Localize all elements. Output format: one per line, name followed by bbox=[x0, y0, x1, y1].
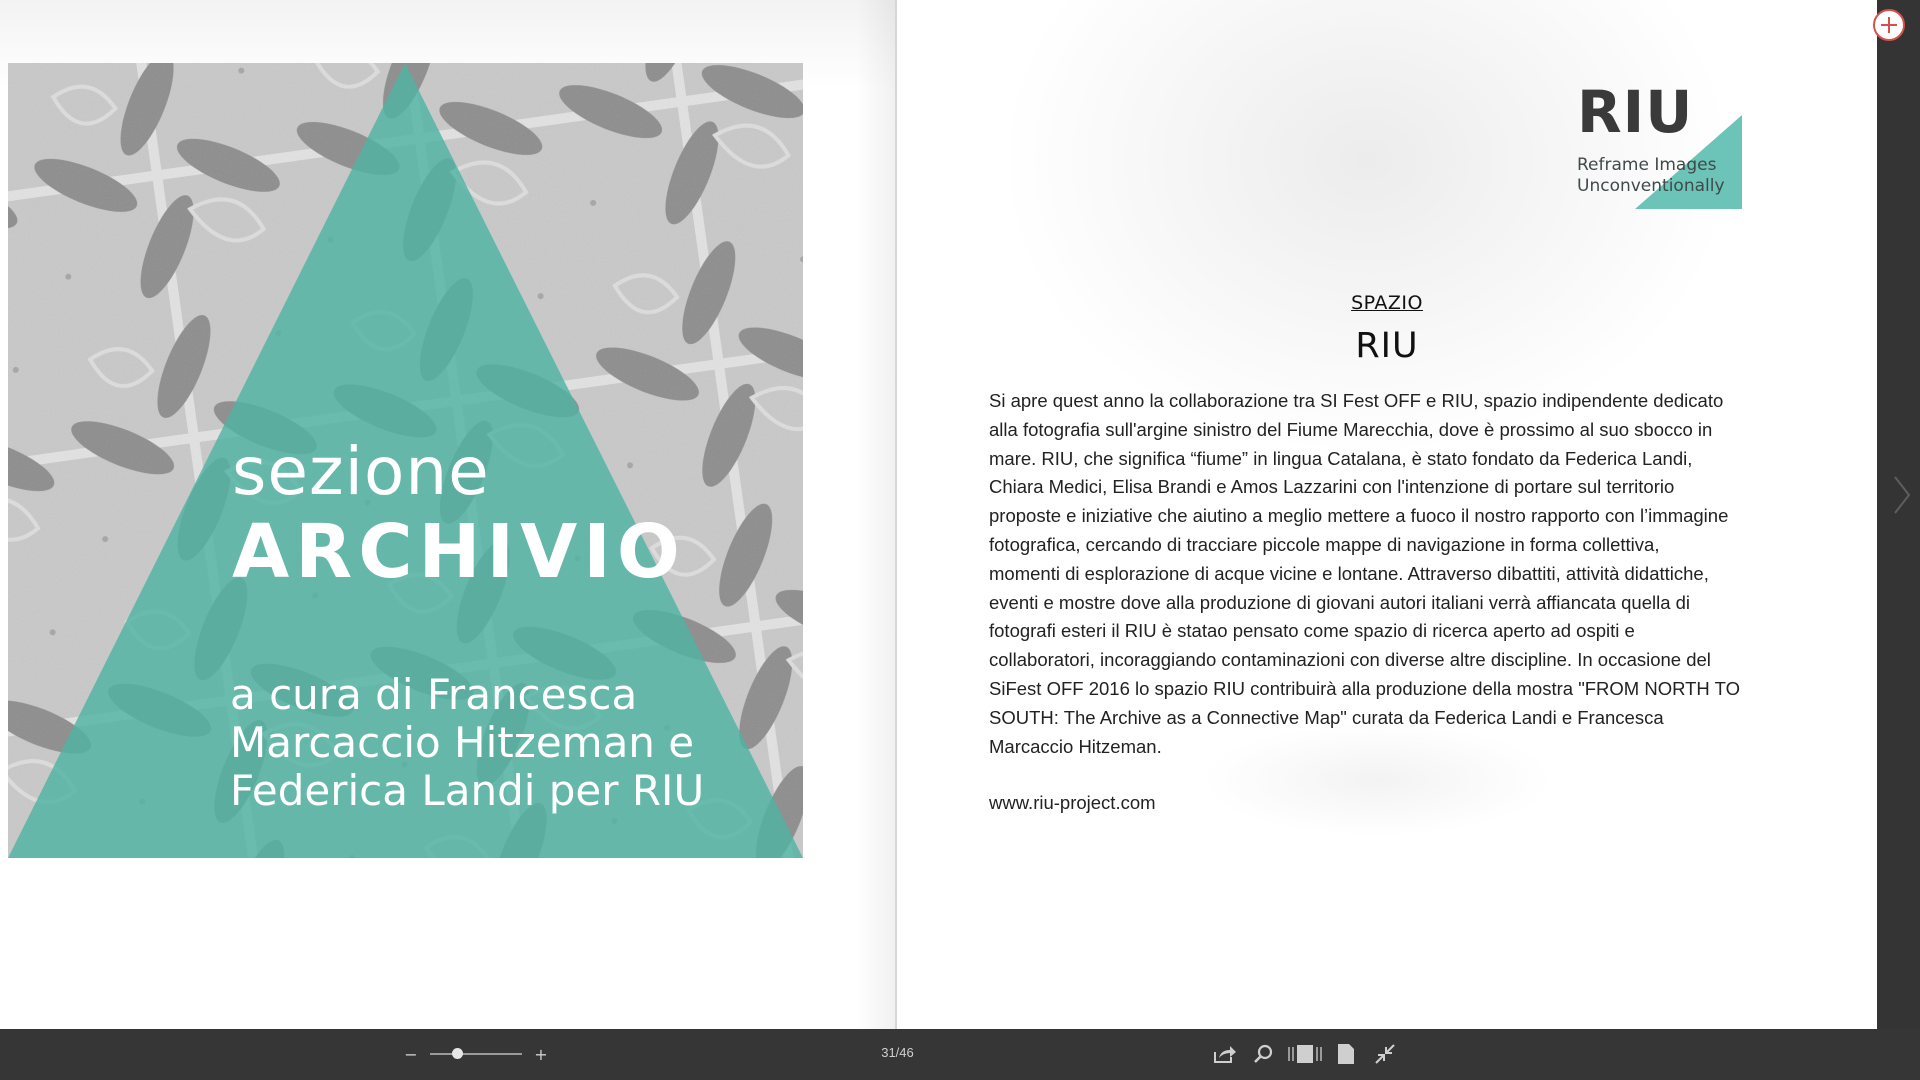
zoom-slider[interactable] bbox=[430, 1053, 522, 1055]
archive-cover-image bbox=[8, 63, 803, 858]
website-link[interactable]: www.riu-project.com bbox=[989, 792, 1156, 813]
thumbnails-button[interactable] bbox=[1288, 1041, 1322, 1067]
page-heading: RIU bbox=[1355, 326, 1419, 366]
next-page-button[interactable] bbox=[1884, 440, 1920, 550]
section-word: sezione bbox=[232, 433, 490, 510]
right-page bbox=[897, 0, 1877, 1029]
body-line: fotografica, cercando di tracciare piccole mappe di navigazione in forma collettiva, bbox=[989, 533, 1660, 555]
body-line: momenti di esplorazione di acque vicine e lontane. Attraverso dibattiti, attività didattiche, bbox=[989, 562, 1709, 584]
bottom-toolbar bbox=[0, 1029, 1920, 1080]
search-icon bbox=[1253, 1044, 1273, 1064]
body-line: eventi e mostre dove alla produzione di giovani autori italiani verrà affiancata quella di bbox=[989, 591, 1691, 613]
section-title: ARCHIVIO bbox=[232, 509, 686, 595]
single-page-icon bbox=[1338, 1044, 1354, 1064]
body-line: mare. RIU, che significa “fiume” in lingua Catalana, è stato fondato da Federica Landi, bbox=[989, 447, 1693, 469]
body-line: Si apre quest anno la collaborazione tra SI Fest OFF e RIU, spazio indipendente dedicato bbox=[989, 390, 1724, 411]
exit-fullscreen-button[interactable] bbox=[1372, 1041, 1398, 1067]
logo-tagline-line: Reframe Images bbox=[1577, 155, 1717, 175]
zoom-out-button[interactable]: − bbox=[404, 1044, 418, 1064]
body-line: proposte e iniziative che aiutino a meglio mettere a fuoco il nostro rapporto con l’immagine bbox=[989, 505, 1729, 527]
body-line: SiFest OFF 2016 lo spazio RIU contribuirà alla produzione della mostra "FROM NORTH TO bbox=[989, 677, 1740, 699]
curator-line: Federica Landi per RIU bbox=[230, 766, 705, 815]
body-line: fotografi esteri il RIU è statao pensato come spazio di ricerca aperto ad ospiti e bbox=[989, 620, 1635, 642]
plus-circle-icon bbox=[1872, 8, 1906, 42]
left-page bbox=[0, 0, 896, 1029]
page-indicator: 31/46 bbox=[881, 1045, 914, 1060]
chevron-right-icon bbox=[1891, 473, 1913, 517]
exit-fullscreen-icon bbox=[1375, 1044, 1395, 1064]
body-line: alla fotografia sull'argine sinistro del Fiume Marecchia, dove è prossimo al suo sbocco in bbox=[989, 418, 1713, 440]
add-bookmark-button[interactable] bbox=[1872, 8, 1906, 42]
section-kicker: SPAZIO bbox=[1351, 292, 1423, 314]
logo-wordmark: RIU bbox=[1577, 78, 1694, 146]
zoom-in-button[interactable]: + bbox=[534, 1044, 548, 1064]
curator-line: Marcaccio Hitzeman e bbox=[230, 718, 695, 767]
thumbnails-icon bbox=[1288, 1045, 1322, 1063]
curators-credit bbox=[230, 671, 790, 815]
body-line: collaboratori, incoraggiando contaminazioni con diverse altre discipline. In occasione del bbox=[989, 649, 1711, 671]
share-icon bbox=[1213, 1044, 1237, 1064]
body-paragraph bbox=[989, 387, 1789, 761]
body-line: Chiara Medici, Elisa Brandi e Amos Lazzarini con l'intenzione di portare sul territorio bbox=[989, 476, 1675, 498]
logo-tagline bbox=[1577, 155, 1725, 197]
single-page-button[interactable] bbox=[1334, 1041, 1358, 1067]
riu-logo bbox=[1577, 78, 1762, 210]
body-line: SOUTH: The Archive as a Connective Map" curata da Federica Landi e Francesca bbox=[989, 706, 1664, 728]
search-button[interactable] bbox=[1250, 1041, 1276, 1067]
share-button[interactable] bbox=[1212, 1041, 1238, 1067]
logo-tagline-line: Unconventionally bbox=[1577, 176, 1725, 196]
body-line: Marcaccio Hitzeman. bbox=[989, 735, 1162, 757]
zoom-slider-thumb[interactable] bbox=[452, 1048, 463, 1059]
curator-line: a cura di Francesca bbox=[230, 670, 638, 719]
